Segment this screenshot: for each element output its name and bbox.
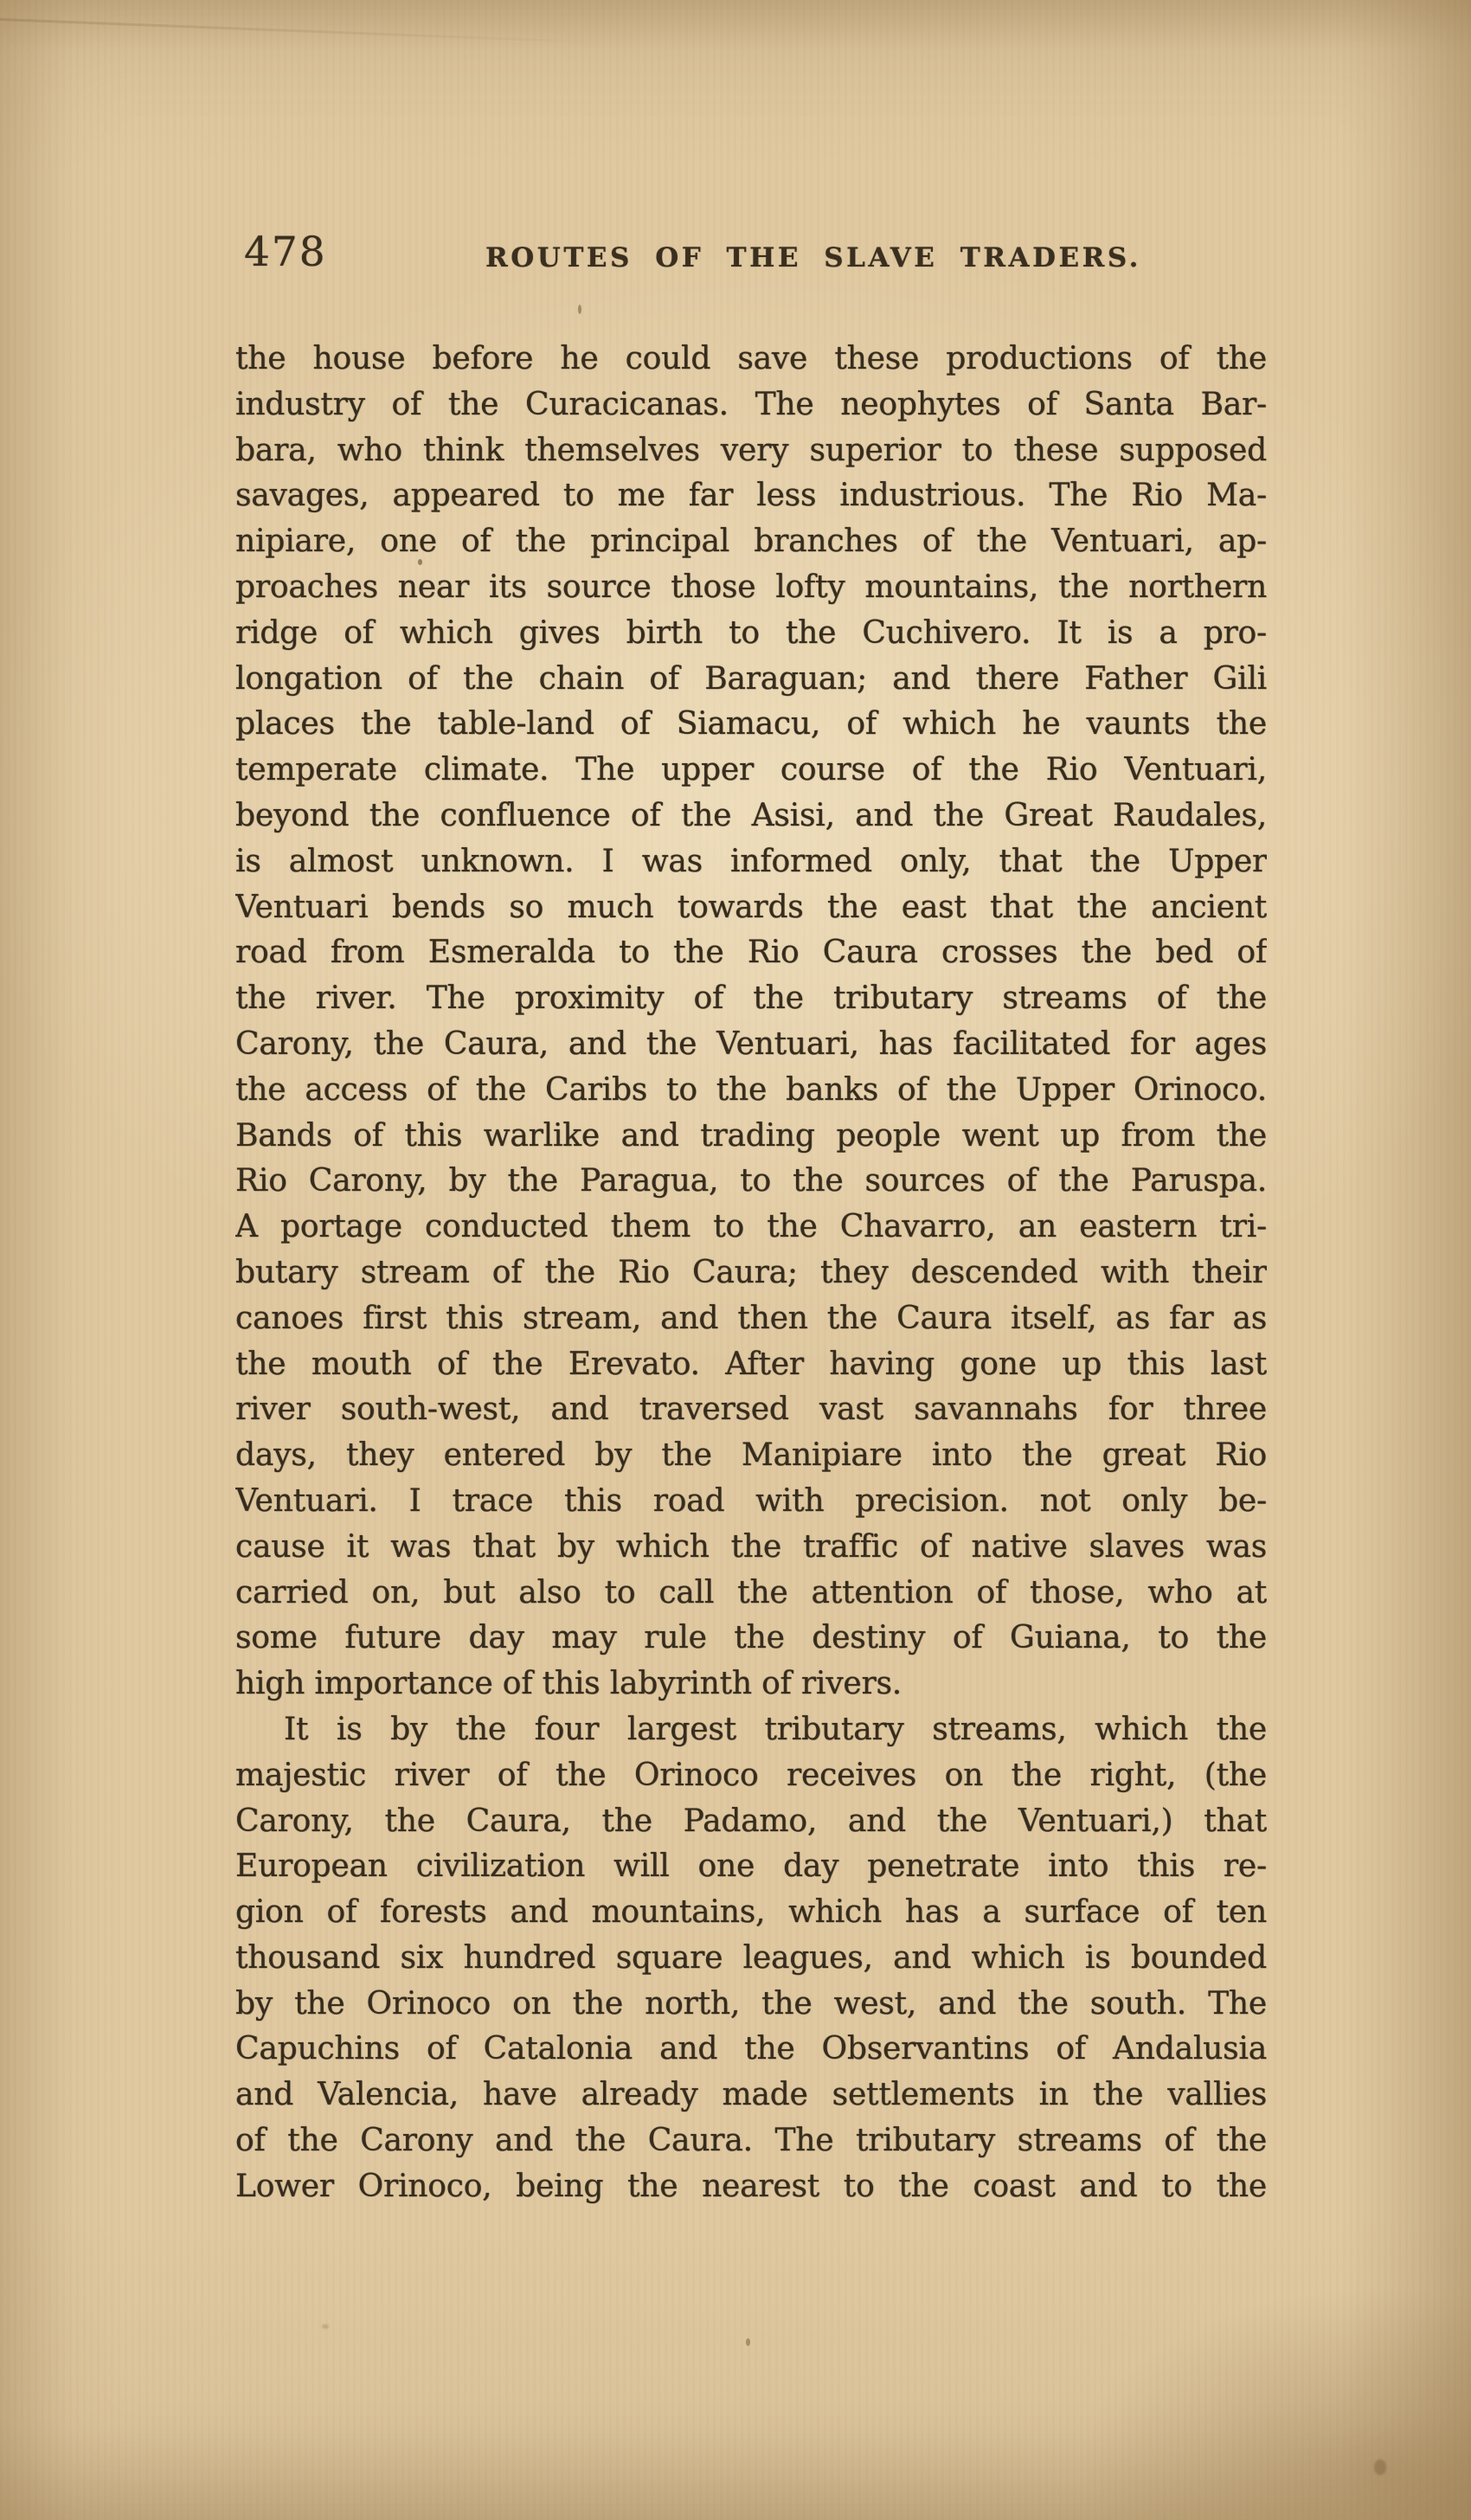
body-text-line: A portage conducted them to the Chavarro, an eastern tri- xyxy=(235,1209,1267,1245)
body-text-line: It is by the four largest tributary streams, which the xyxy=(284,1711,1267,1747)
body-text-line: the mouth of the Erevato. After having gone up this last xyxy=(235,1346,1267,1382)
body-text-line: high importance of this labyrinth of rivers. xyxy=(235,1666,902,1702)
body-text-line: days, they entered by the Manipiare into the great Rio xyxy=(235,1437,1267,1474)
paper-speck xyxy=(418,559,422,565)
body-text-line: temperate climate. The upper course of the Rio Ventuari, xyxy=(235,752,1267,788)
body-text-line: proaches near its source those lofty mountains, the northern xyxy=(235,569,1267,605)
body-text-line: majestic river of the Orinoco receives on the right, (the xyxy=(235,1757,1267,1793)
paper-speck xyxy=(746,2338,750,2346)
body-text-line: savages, appeared to me far less industrious. The Rio Ma- xyxy=(235,478,1267,514)
body-text-line: Capuchins of Catalonia and the Observantins of Andalusia xyxy=(235,2031,1267,2067)
body-text-block xyxy=(235,337,1267,2210)
body-text-line: bara, who think themselves very superior to these supposed xyxy=(235,432,1267,468)
body-text-line: European civilization will one day penetrate into this re- xyxy=(235,1848,1267,1885)
body-text-line: by the Orinoco on the north, the west, and the south. The xyxy=(235,1985,1267,2022)
page-number: 478 xyxy=(244,228,327,276)
body-text-line: cause it was that by which the traffic of native slaves was xyxy=(235,1528,1267,1565)
body-text-line: longation of the chain of Baraguan; and there Father Gili xyxy=(235,660,1267,697)
running-header: ROUTES OF THE SLAVE TRADERS. xyxy=(485,242,1141,273)
body-text-line: river south-west, and traversed vast savannahs for three xyxy=(235,1392,1267,1428)
body-text-line: the river. The proximity of the tributary streams of the xyxy=(235,980,1267,1017)
body-text-line: the house before he could save these productions of the xyxy=(235,341,1267,376)
body-text-line: and Valencia, have already made settlements in the vallies xyxy=(235,2077,1267,2113)
body-text-line: Ventuari. I trace this road with precision. not only be- xyxy=(235,1482,1267,1519)
paper-speck xyxy=(1374,2459,1386,2475)
body-text-line: of the Carony and the Caura. The tributary streams of the xyxy=(235,2123,1267,2159)
body-text-line: industry of the Curacicanas. The neophytes of Santa Bar- xyxy=(235,386,1267,422)
body-text-line: Ventuari bends so much towards the east that the ancient xyxy=(235,889,1267,925)
body-text-line: Lower Orinoco, being the nearest to the coast and to the xyxy=(235,2168,1267,2204)
body-text-line: carried on, but also to call the attention of those, who at xyxy=(235,1574,1267,1610)
body-text-line: nipiare, one of the principal branches of the Ventuari, ap- xyxy=(235,524,1267,560)
body-text-line: is almost unknown. I was informed only, that the Upper xyxy=(235,843,1267,879)
body-text-line: thousand six hundred square leagues, and which is bounded xyxy=(235,1939,1267,1976)
body-text-line: the access of the Caribs to the banks of the Upper Orinoco. xyxy=(235,1071,1267,1108)
paper-crease xyxy=(0,16,623,44)
body-text-line: Carony, the Caura, the Padamo, and the Ventuari,) that xyxy=(235,1803,1267,1839)
body-text-line: gion of forests and mountains, which has a surface of ten xyxy=(235,1894,1267,1931)
body-text-line: Rio Carony, by the Paragua, to the sources of the Paruspa. xyxy=(235,1163,1267,1199)
paper-speck xyxy=(578,305,581,314)
body-text-line: beyond the confluence of the Asisi, and the Great Raudales, xyxy=(235,797,1267,833)
paper-speck xyxy=(322,2324,329,2329)
body-text-line: Carony, the Caura, and the Ventuari, has facilitated for ages xyxy=(235,1025,1267,1062)
body-text-line: places the table-land of Siamacu, of which he vaunts the xyxy=(235,706,1267,742)
body-text-line: canoes first this stream, and then the Caura itself, as far as xyxy=(235,1300,1267,1336)
body-text-line: road from Esmeralda to the Rio Caura crosses the bed of xyxy=(235,935,1267,971)
body-text-line: butary stream of the Rio Caura; they descended with their xyxy=(235,1254,1267,1290)
body-text-line: ridge of which gives birth to the Cuchivero. It is a pro- xyxy=(235,614,1267,651)
body-text-line: Bands of this warlike and trading people went up from the xyxy=(235,1117,1267,1154)
body-text-line: some future day may rule the destiny of Guiana, to the xyxy=(235,1620,1267,1656)
